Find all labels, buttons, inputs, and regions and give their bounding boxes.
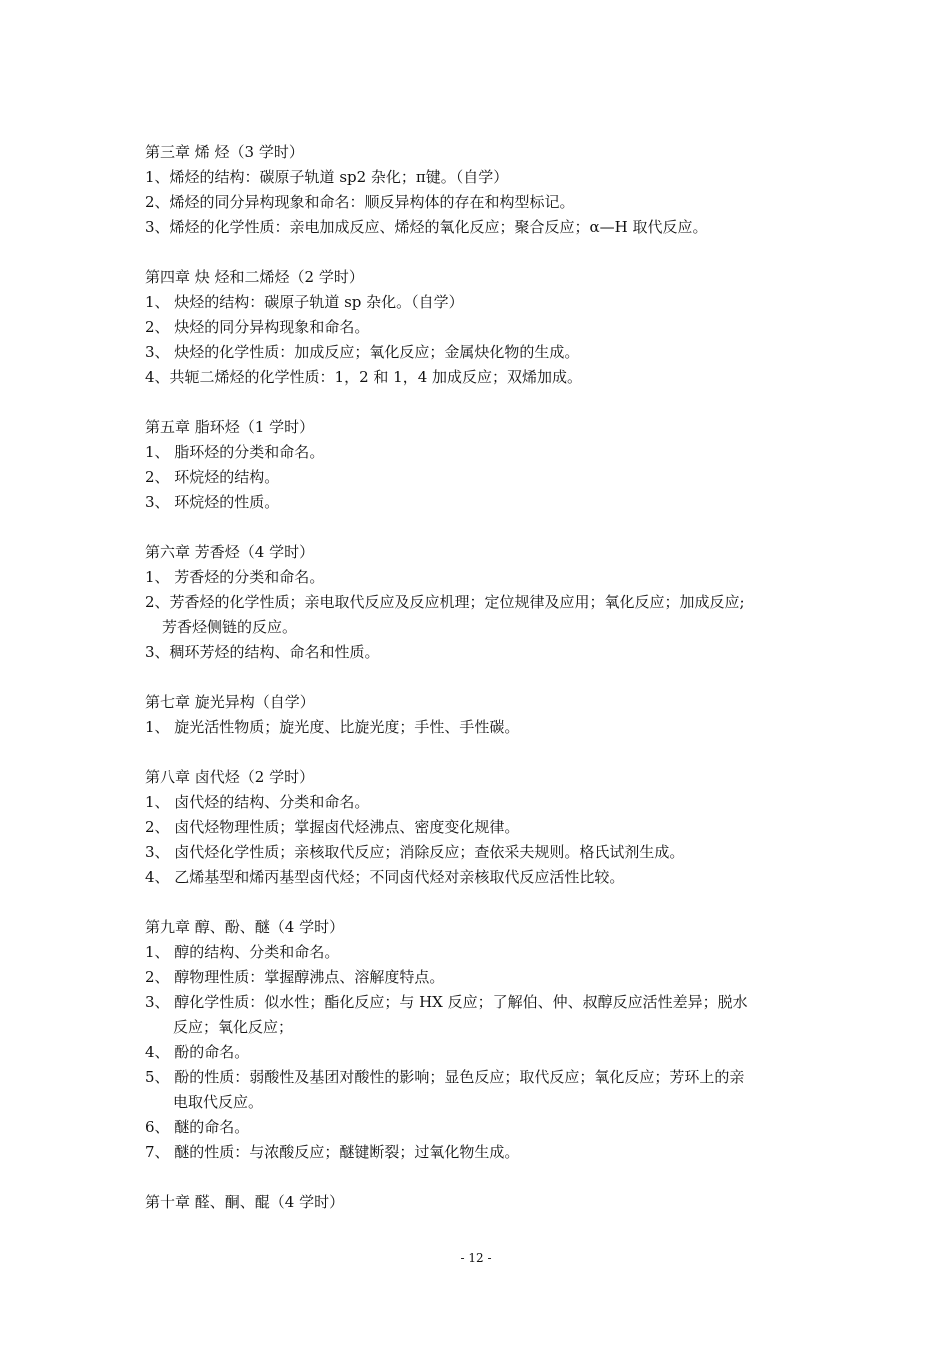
chapter-4	[145, 265, 815, 390]
list-item-continuation: 芳香烃侧链的反应。	[162, 618, 298, 636]
list-item: 2、 卤代烃物理性质；掌握卤代烃沸点、密度变化规律。	[145, 818, 520, 836]
chapter-heading: 第七章 旋光异构（自学）	[145, 693, 315, 711]
chapter-10	[145, 1190, 815, 1215]
list-item: 1、 卤代烃的结构、分类和命名。	[145, 793, 370, 811]
list-item: 1、 芳香烃的分类和命名。	[145, 568, 325, 586]
chapter-8	[145, 765, 815, 890]
list-item: 3、 炔烃的化学性质：加成反应；氧化反应；金属炔化物的生成。	[145, 343, 580, 361]
list-item: 1、烯烃的结构：碳原子轨道 sp2 杂化；π键。（自学）	[145, 168, 509, 186]
list-item: 3、 醇化学性质：似水性；酯化反应；与 HX 反应；了解伯、仲、叔醇反应活性差异；脱水	[145, 993, 748, 1011]
chapter-6	[145, 540, 815, 665]
chapter-7	[145, 690, 815, 740]
list-item: 1、 醇的结构、分类和命名。	[145, 943, 340, 961]
chapter-heading: 第六章 芳香烃（4 学时）	[145, 543, 315, 561]
list-item: 2、 环烷烃的结构。	[145, 468, 280, 486]
list-item: 4、 乙烯基型和烯丙基型卤代烃；不同卤代烃对亲核取代反应活性比较。	[145, 868, 625, 886]
list-item: 3、 环烷烃的性质。	[145, 493, 280, 511]
list-item: 7、 醚的性质：与浓酸反应；醚键断裂；过氧化物生成。	[145, 1143, 520, 1161]
chapter-3	[145, 140, 815, 240]
list-item: 2、烯烃的同分异构现象和命名：顺反异构体的存在和构型标记。	[145, 193, 575, 211]
list-item: 4、 酚的命名。	[145, 1043, 250, 1061]
list-item: 4、共轭二烯烃的化学性质：1，2 和 1，4 加成反应；双烯加成。	[145, 368, 583, 386]
list-item-continuation: 电取代反应。	[173, 1093, 264, 1111]
list-item: 2、 醇物理性质：掌握醇沸点、溶解度特点。	[145, 968, 445, 986]
list-item: 1、 旋光活性物质；旋光度、比旋光度；手性、手性碳。	[145, 718, 520, 736]
page-number: - 12 -	[460, 1251, 492, 1265]
chapter-5	[145, 415, 815, 515]
list-item: 3、烯烃的化学性质：亲电加成反应、烯烃的氧化反应；聚合反应；α—H 取代反应。	[145, 218, 708, 236]
chapter-9	[145, 915, 815, 1165]
chapter-heading: 第五章 脂环烃（1 学时）	[145, 418, 315, 436]
list-item: 3、 卤代烃化学性质；亲核取代反应；消除反应；查依采夫规则。格氏试剂生成。	[145, 843, 685, 861]
list-item: 1、 炔烃的结构：碳原子轨道 sp 杂化。（自学）	[145, 293, 464, 311]
list-item: 2、 炔烃的同分异构现象和命名。	[145, 318, 370, 336]
page-content	[145, 140, 815, 1240]
list-item: 1、 脂环烃的分类和命名。	[145, 443, 325, 461]
chapter-heading: 第三章 烯 烃（3 学时）	[145, 143, 304, 161]
chapter-heading: 第十章 醛、酮、醌（4 学时）	[145, 1193, 345, 1211]
list-item-continuation: 反应；氧化反应；	[173, 1018, 294, 1036]
list-item: 3、稠环芳烃的结构、命名和性质。	[145, 643, 380, 661]
chapter-heading: 第四章 炔 烃和二烯烃（2 学时）	[145, 268, 364, 286]
list-item: 2、芳香烃的化学性质；亲电取代反应及反应机理；定位规律及应用；氧化反应；加成反应;	[145, 593, 745, 611]
list-item: 5、 酚的性质：弱酸性及基团对酸性的影响；显色反应；取代反应；氧化反应；芳环上的亲	[145, 1068, 745, 1086]
chapter-heading: 第八章 卤代烃（2 学时）	[145, 768, 315, 786]
list-item: 6、 醚的命名。	[145, 1118, 250, 1136]
chapter-heading: 第九章 醇、酚、醚（4 学时）	[145, 918, 345, 936]
